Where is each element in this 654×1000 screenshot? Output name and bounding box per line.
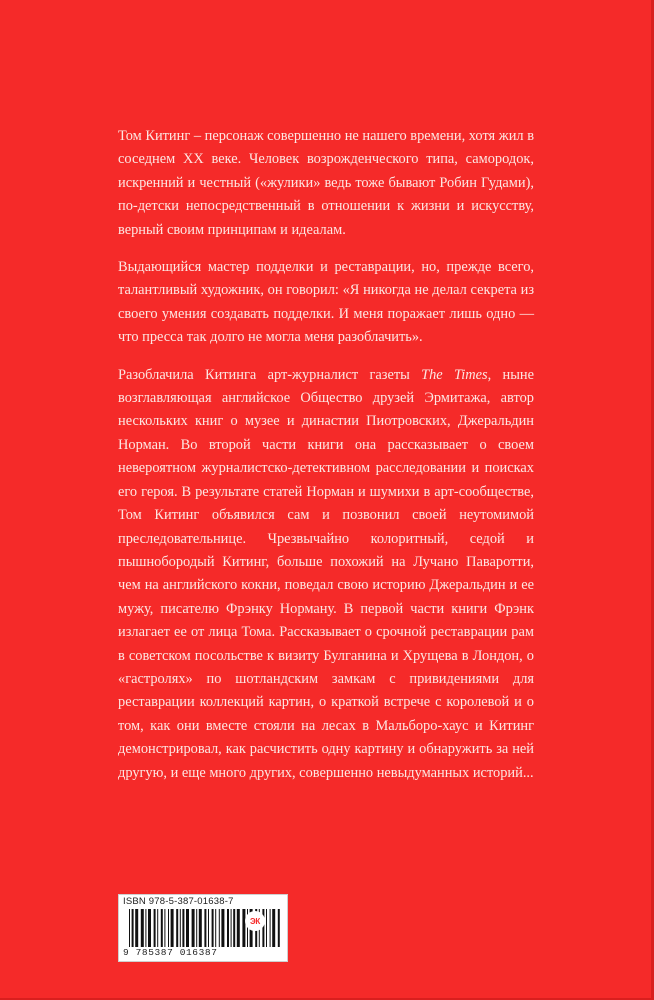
barcode-bar: [237, 909, 240, 947]
publisher-logo: [245, 911, 265, 931]
barcode-bar: [242, 909, 245, 947]
barcode-bar: [135, 909, 138, 947]
barcode-bar: [180, 909, 181, 947]
barcode-bar: [154, 909, 156, 947]
barcode-bar: [164, 909, 165, 947]
ean-digits: 9 785387 016387: [123, 947, 218, 958]
barcode-bar: [215, 909, 216, 947]
barcode-bar: [227, 909, 229, 947]
barcode-bar: [176, 909, 178, 947]
annotation-text: [118, 125, 534, 799]
barcode-bar: [221, 909, 224, 947]
barcode-bar: [219, 909, 220, 947]
paragraph-2: Выдающийся мастер подделки и реставрации, но, прежде всего, талантливый художник, он говорил: «Я никогда не делал секрета из своего умения создавать подделки. И меня поражает лишь одно — что пресса так долго не могла меня разоблачить».: [118, 259, 534, 346]
barcode-bar: [192, 909, 195, 947]
publisher-logo-text: ЭК: [250, 916, 260, 926]
barcode-bar: [270, 909, 271, 947]
isbn-label: ISBN 978-5-387-01638-7: [123, 896, 234, 907]
barcode-bar: [145, 909, 146, 947]
barcode-bar: [186, 909, 189, 947]
isbn-barcode: [118, 894, 288, 962]
barcode-bar: [196, 909, 197, 947]
barcode-bar: [157, 909, 158, 947]
barcode-bar: [129, 909, 130, 947]
barcode-bar: [278, 909, 280, 947]
barcode-bar: [148, 909, 151, 947]
barcode-bar: [208, 909, 209, 947]
paragraph-1: Том Китинг – персонаж совершенно не нашего времени, хотя жил в соседнем XX веке. Человек возрожденческого типа, самородок, искренний и честный («жулики» ведь тоже бывают Робин Гудами), по-детски непосредственный в отношении к жизни и искусству, верный своим принципам и идеалам.: [118, 128, 534, 238]
newspaper-title: The Times: [421, 366, 488, 383]
paragraph-3-rest: , ныне возглавляющая английское Общество друзей Эрмитажа, автор нескольких книг о музее и династии Пиотровских, Джеральдин Норман. Во второй части книги она рассказывает о своем невероятном журналистско-детективном расследовании и поисках его героя. В результате статей Норман и шумихи в арт-сообществе, Том Китинг объявился сам и позвонил своей неутомимой преследовательнице. Чрезвычайно колоритный, седой и пышнобородый Китинг, больше похожий на Лучано Паваротти, чем на английского кокни, поведал свою историю Джеральдин и ее мужу, писателю Фрэнку Норману. В первой части книги Фрэнк излагает ее от лица Тома. Рассказывает о срочной реставрации рам в советском посольстве к визиту Булганина и Хрущева в Лондон, о «гастролях» по шотландским замкам с привидениями для реставрации коллекций картин, о краткой встрече с королевой и о том, как они вместе стояли на лесах в Мальборо-хаус и Китинг демонстрировал, как расчистить одну картину и обнаружить за ней другую, и еще много других, совершенно невыдуманных историй...: [118, 366, 534, 781]
barcode-bar: [231, 909, 232, 947]
barcode-bar: [204, 909, 206, 947]
barcode-bar: [168, 909, 169, 947]
barcode-bar: [266, 909, 267, 947]
barcode-bar: [132, 909, 134, 947]
barcode-bar: [141, 909, 144, 947]
barcode-bar: [171, 909, 174, 947]
barcode-bar: [233, 909, 235, 947]
barcode-bar: [161, 909, 163, 947]
paragraph-3-start: Разоблачила Китинга арт-журналист газеты: [118, 366, 422, 383]
barcode-bar: [182, 909, 184, 947]
barcode-bar: [199, 909, 202, 947]
paragraph-3: [118, 364, 534, 785]
barcode-bar: [272, 909, 275, 947]
barcode-bar: [212, 909, 214, 947]
